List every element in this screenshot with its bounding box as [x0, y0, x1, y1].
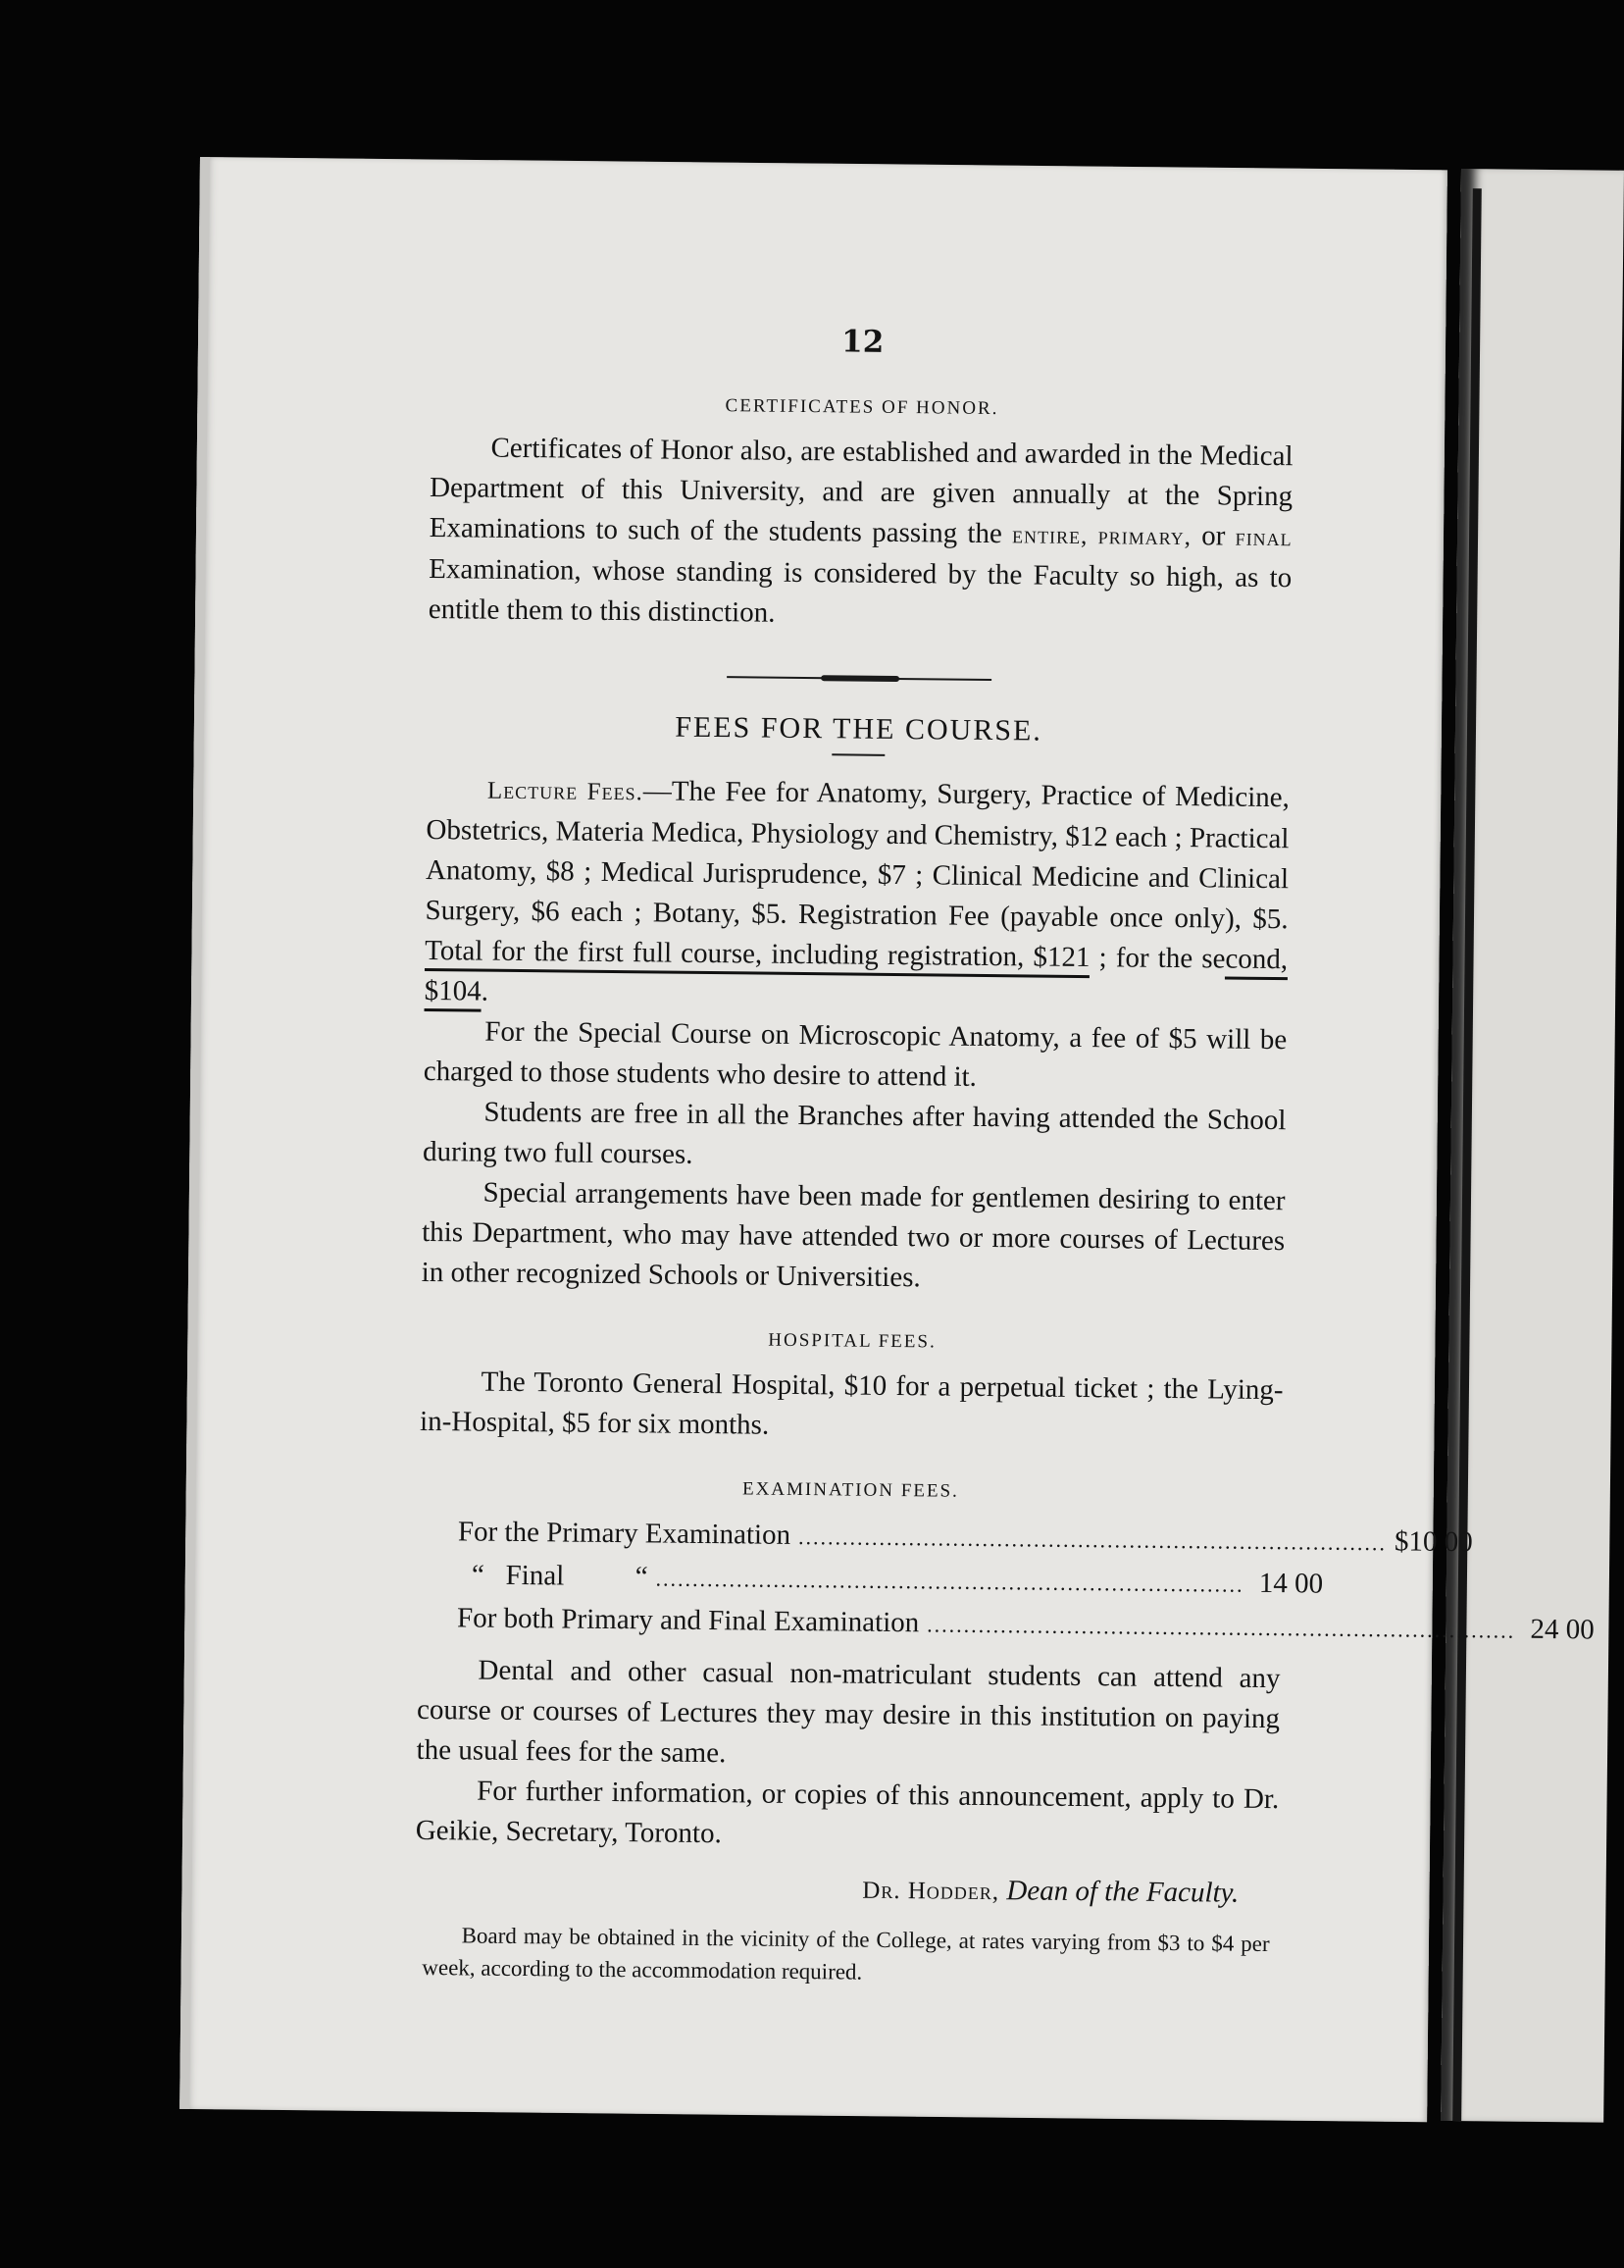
leader-dots: ................................................................................: [927, 1612, 1516, 1643]
fee-label: For the Primary Examination: [457, 1516, 791, 1551]
heading-rule: [832, 753, 885, 756]
fee-label: “ Final “: [457, 1559, 648, 1593]
certificates-heading: CERTIFICATES OF HONOR.: [725, 395, 999, 420]
final-term: final: [1235, 524, 1293, 552]
or-text: or: [1191, 520, 1236, 552]
lecture-fees-text: —The Fee for Anatomy, Surgery, Practice of Medicine, Obstetrics, Materia Medica, Physiology and Chemistry, $12 each ; Practical Anatomy, $8 ; Medical Jurisprudence, $7 ; Clinical Medicine and Clinical Surgery, $6 each ; Botany, $5. Registration Fee (payable once only), $5.: [425, 775, 1291, 936]
examination-heading: EXAMINATION FEES.: [741, 1478, 959, 1502]
further-info-paragraph: For further information, or copies of this announcement, apply to Dr. Geikie, Secretary, Toronto.: [415, 1775, 1280, 1850]
page-fold-shadow: [1452, 188, 1482, 2121]
primary-term: primary,: [1097, 523, 1193, 551]
board-footnote: Board may be obtained in the vicinity of the College, at rates varying from $3 to $4 per week, according to the accommodation required.: [422, 1923, 1270, 1984]
dean-role: Dean of the Faculty.: [1006, 1875, 1240, 1909]
certificates-paragraph: [429, 428, 1294, 639]
fee-amount: 14 00: [1251, 1567, 1324, 1600]
fees-heading: FEES FOR THE COURSE.: [675, 710, 1042, 747]
total-first-course: Total for the first full course, including registration, $121: [425, 935, 1091, 978]
hospital-paragraph: The Toronto General Hospital, $10 for a perpetual ticket ; the Lying-in-Hospital, $5 for six months.: [419, 1366, 1284, 1441]
arrangements-paragraph: Special arrangements have been made for gentlemen desiring to enter this Department, who may have attended two or more courses of Lectures in other recognized Schools or Universities.: [421, 1176, 1286, 1294]
leader-dots: ................................................................................: [655, 1566, 1244, 1597]
fee-row: [418, 1597, 1595, 1649]
total-second-course: cond, $104: [425, 944, 1289, 1012]
dental-paragraph: Dental and other casual non-matriculant students can attend any course or courses of Lectures they may desire in this institution on paying the usual fees for the same.: [416, 1654, 1281, 1770]
free-branches-paragraph: Students are free in all the Branches after having attended the School during two full courses.: [422, 1096, 1287, 1170]
page-number: 12: [840, 324, 885, 360]
leader-dots: ................................................................................: [797, 1523, 1388, 1556]
lecture-fees-paragraph: [425, 769, 1291, 1020]
entire-term: entire,: [1011, 522, 1089, 550]
lecture-fees-label: Lecture Fees.: [486, 777, 643, 806]
hospital-heading: HOSPITAL FEES.: [768, 1329, 937, 1353]
page-content: [414, 312, 1595, 1992]
fee-label: For both Primary and Final Examination: [456, 1602, 920, 1639]
certificates-text-b: Examination, whose standing is considered by the Faculty so high, as to entitle them to this distinction.: [428, 552, 1293, 629]
lecture-mid-text: ; for the se: [1090, 942, 1226, 975]
fee-amount: $10 00: [1394, 1525, 1473, 1559]
dean-name: Dr. Hodder,: [862, 1877, 1000, 1906]
adjacent-page-edge: [1441, 169, 1624, 2123]
special-course-paragraph: For the Special Course on Microscopic Anatomy, a fee of $5 will be charged to those students who desire to attend it.: [423, 1015, 1288, 1093]
lecture-end: .: [481, 975, 489, 1007]
examination-fees-table: [418, 1511, 1595, 1649]
section-divider: [727, 670, 991, 687]
fee-amount: 24 00: [1523, 1613, 1595, 1646]
certificates-text-a: Certificates of Honor also, are established and awarded in the Medical Department of this University, and are given annually at the Spring Examinations to such of the students passing the: [429, 432, 1294, 550]
signature-line: [415, 1869, 1239, 1910]
